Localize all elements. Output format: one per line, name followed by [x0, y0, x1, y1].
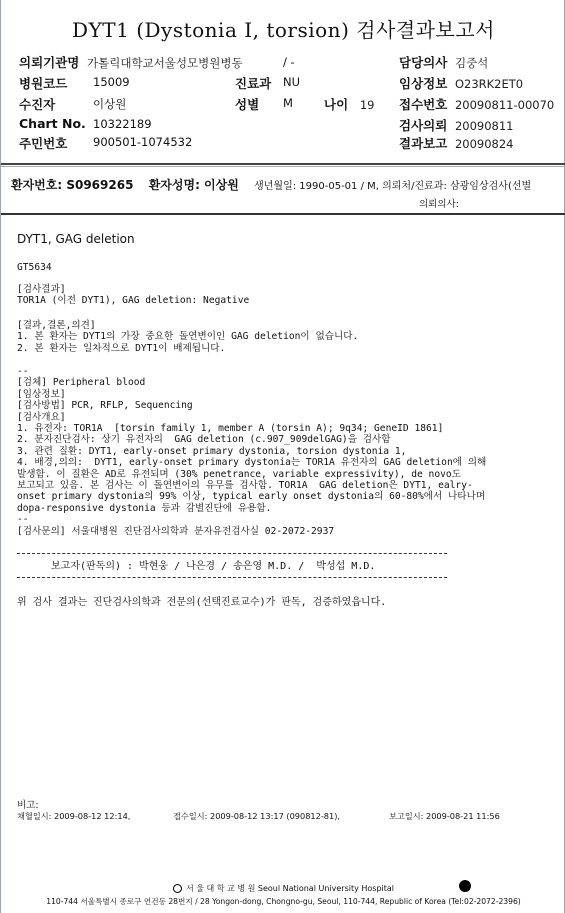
age-value: 19 [359, 98, 375, 112]
patient-label: 수진자 [19, 97, 56, 112]
details-block: -- [검체] Peripheral blood [임상정보] [검사방법] PCR, RFLP, Sequencing [검사개요] 1. 유전자: TOR1A [torsin family 1, member A (torsin A); 9q34; GeneID 1861] 2. 분자진단검사: 상기 유전자의 GAG deletion (c.907_909delGAG)을 검사함 3. 관련 질환: DYT1, early-onset primary dystonia, torsion dystonia 1, 4. 배경,의의: DYT1, early-onset primary dystonia는 TOR1A 유전자의 GAG deletion에 의해 발생함. 이 질환은 AD로 유전되며 (30% penetrance, variable expressivity), de novo도 보고되고 있음. 본 검사는 이 돌연변이의 유무를 검사함. TOR1A GAG deletion은 DYT1, ealry- onset primary dystonia의 99% 이상, typical early onset dystonia의 60-80%에서 나타나며 dopa-responsive dystonia 등과 감별진단에 유용함. -- [검사문의] 서울대병원 진단검사의학과 분자유전검사실 02-2072-2937 [17, 366, 487, 537]
conclusion-block: [결과,결론,의견] 1. 본 환자는 DYT1의 가장 중요한 돌연변이인 GAG deletion이 없습니다. 2. 본 환자는 일차적으로 DYT1이 배제됩니다. [17, 320, 359, 354]
patient-extra: 생년월일: 1990-05-01 / M, 의뢰처/진료과: 삼광임상검사(선별 [254, 181, 532, 192]
received-time: 접수일시: 2009-08-12 13:17 (090812-81), [173, 811, 340, 821]
age-label: 나이 [324, 97, 349, 112]
header-divider-thin [1, 166, 565, 167]
receipt-row [399, 95, 554, 113]
receipt-value: 20090811-00070 [454, 98, 555, 112]
reporter-bottom-line [17, 577, 447, 578]
sex-label: 성별 [235, 97, 260, 112]
chart-value: 10322189 [93, 117, 152, 131]
hospital-code-value: 15009 [93, 75, 130, 89]
seal-dot-icon [459, 880, 471, 892]
report-date-value: 20090824 [454, 137, 514, 151]
report-date-label: 결과보고 [399, 136, 448, 151]
age-row [324, 95, 374, 113]
patient-value: 이상원 [93, 97, 127, 111]
request-value: 20090811 [454, 119, 514, 133]
ward-value: / - [283, 55, 295, 69]
patient-name: 환자성명: 이상원 [148, 178, 239, 192]
reporters: 보고자(판독의) : 박현웅 / 나은경 / 송은영 M.D. / 박성섭 M.D. [51, 561, 376, 572]
clinical-row [399, 74, 523, 92]
collected-time: 채혈일시: 2009-08-12 12:14, [17, 811, 131, 821]
patient-number: 환자번호: S0969265 [11, 178, 134, 192]
request-row [399, 116, 514, 134]
requesting-doctor: 의뢰의사: [419, 199, 459, 210]
report-title: DYT1 (Dystonia I, torsion) 검사결과보고서 [72, 18, 495, 42]
reported-time: 보고일시: 2009-08-21 11:56 [389, 811, 500, 821]
hospital-name: 서 울 대 학 교 병 원 Seoul National University Hospital [1, 883, 565, 894]
test-heading: DYT1, GAG deletion [17, 232, 135, 246]
rrn-label: 주민번호 [19, 136, 68, 151]
clinical-value: O23RK2ET0 [454, 77, 524, 91]
dept-label: 진료과 [235, 76, 272, 91]
doctor-value: 김중석 [454, 56, 489, 70]
chart-label: Chart No. [19, 116, 86, 131]
institution-value: 가톨릭대학교서울성모병원병동 [87, 56, 243, 70]
sex-value: M [283, 96, 293, 110]
clinical-label: 임상정보 [399, 76, 448, 91]
reporter-top-line [17, 553, 447, 554]
note-label: 비고: [17, 800, 39, 811]
institution-label: 의뢰기관명 [19, 55, 80, 70]
receipt-label: 접수번호 [399, 97, 448, 112]
institution-row [19, 53, 243, 71]
doctor-row [399, 53, 488, 71]
patient-bar [11, 176, 531, 193]
report-date-row [399, 134, 514, 152]
hospital-logo-icon [173, 884, 182, 893]
request-label: 검사의뢰 [399, 118, 448, 133]
patient-divider [1, 213, 565, 215]
result-block: [검사결과] TOR1A (이전 DYT1), GAG deletion: Negative [17, 284, 250, 307]
hospital-address: 110-744 서울특별시 종로구 연건동 28번지 / 28 Yongon-dong, Chongno-gu, Seoul, 110-744, Republic of Korea (Tel:02-2072-2396) [46, 897, 521, 906]
hospital-code-label: 병원코드 [19, 76, 68, 91]
test-code: GT5634 [17, 262, 52, 273]
rrn-value: 900501-1074532 [93, 135, 193, 149]
closing-statement: 위 검사 결과는 진단검사의학과 전문의(선택진료교수)가 판독, 검증하였읍니다. [17, 597, 387, 608]
dept-value: NU [283, 75, 301, 89]
header-divider [1, 163, 565, 165]
doctor-label: 담당의사 [399, 55, 448, 70]
